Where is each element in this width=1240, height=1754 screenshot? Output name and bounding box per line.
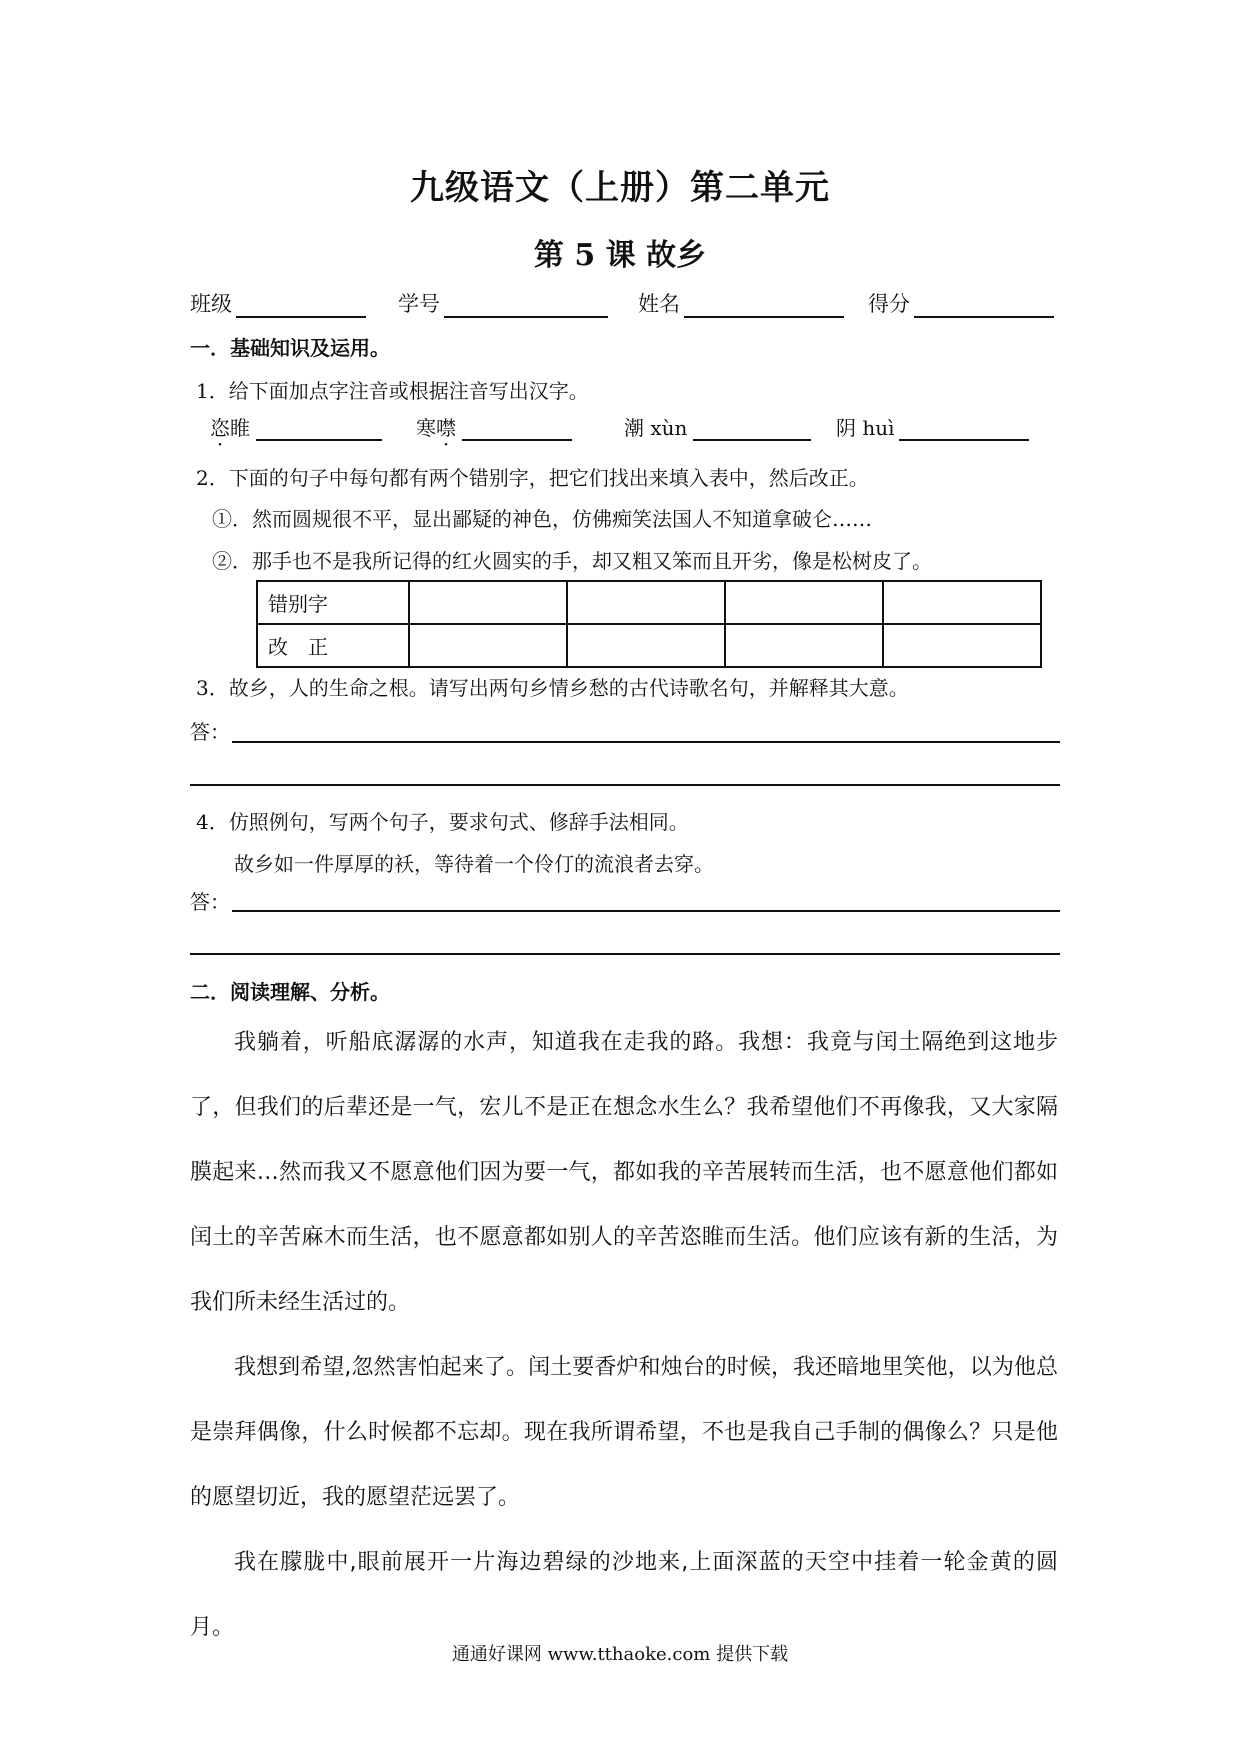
q1-pinyin: 潮 xùn	[624, 416, 688, 440]
q4-answer-line-2[interactable]	[190, 953, 1060, 955]
table-cell[interactable]	[883, 581, 1041, 624]
q1-blank-1[interactable]	[256, 417, 382, 441]
q1-blank-4[interactable]	[899, 417, 1029, 441]
q1-char: 寒	[416, 416, 436, 440]
q1-blank-3[interactable]	[693, 417, 811, 441]
q3-answer-line-2[interactable]	[190, 784, 1060, 786]
q2-sentence-2: ②．那手也不是我所记得的红火圆实的手，却又粗又笨而且开劣，像是松树皮了。	[212, 549, 932, 573]
q1-char: 睢	[230, 416, 250, 440]
q1-item-3	[624, 412, 811, 441]
q1-prompt: 1．给下面加点字注音或根据注音写出汉字。	[196, 379, 589, 403]
name-field	[638, 288, 844, 318]
table-cell[interactable]	[567, 581, 725, 624]
section2-heading: 二．阅读理解、分析。	[190, 980, 390, 1004]
q3-prompt: 3．故乡，人的生命之根。请写出两句乡情乡愁的古代诗歌名句，并解释其大意。	[196, 676, 909, 700]
score-blank[interactable]	[914, 294, 1054, 318]
q1-pinyin: 阴 huì	[836, 416, 895, 440]
table-cell[interactable]	[409, 581, 567, 624]
q4-answer-label: 答：	[190, 890, 230, 914]
table-cell[interactable]	[883, 624, 1041, 667]
number-field	[398, 288, 608, 318]
page-title: 九级语文（上册）第二单元	[410, 168, 830, 208]
class-field	[190, 288, 366, 318]
class-blank[interactable]	[236, 294, 366, 318]
table-cell[interactable]	[725, 624, 883, 667]
table-header-wrong: 错别字	[257, 581, 409, 624]
name-label: 姓名	[638, 292, 680, 316]
q4-prompt: 4．仿照例句，写两个句子，要求句式、修辞手法相同。	[196, 810, 689, 834]
q1-item-4	[836, 412, 1029, 441]
q4-answer-line-1[interactable]	[232, 910, 1060, 912]
name-blank[interactable]	[684, 294, 844, 318]
passage-paragraph-2: 我想到希望,忽然害怕起来了。闰土要香炉和烛台的时候，我还暗地里笑他，以为他总是崇拜偶像，什么时候都不忘却。现在我所谓希望，不也是我自己手制的偶像么？只是他的愿望切近，我的愿望茫远罢了。	[190, 1355, 1058, 1510]
q1-item-2	[416, 412, 572, 441]
footer-text: 通通好课网 www.tthaoke.com 提供下载	[451, 1644, 789, 1665]
q3-answer-label: 答：	[190, 720, 230, 744]
passage-paragraph-1: 我躺着，听船底潺潺的水声，知道我在走我的路。我想：我竟与闰土隔绝到这地步了，但我们的后辈还是一气，宏儿不是正在想念水生么？我希望他们不再像我，又大家隔膜起来…然而我又不愿意他们因为要一气，都如我的辛苦展转而生活，也不愿意他们都如闰土的辛苦麻木而生活，也不愿意都如别人的辛苦恣睢而生活。他们应该有新的生活，为我们所未经生活过的。	[190, 1030, 1058, 1315]
correction-table	[256, 580, 1042, 668]
q1-item-1	[210, 412, 382, 441]
q3-answer-line-1[interactable]	[232, 741, 1060, 743]
q2-prompt: 2．下面的句子中每句都有两个错别字，把它们找出来填入表中，然后改正。	[196, 466, 869, 490]
lesson-title: 第 5 课 故乡	[533, 238, 707, 273]
reading-passage	[190, 1010, 1058, 1660]
q4-example: 故乡如一件厚厚的袄，等待着一个伶仃的流浪者去穿。	[234, 852, 714, 876]
class-label: 班级	[190, 292, 232, 316]
score-label: 得分	[868, 292, 910, 316]
q1-dotted-char: 噤	[436, 416, 456, 440]
score-field	[868, 288, 1054, 318]
table-cell[interactable]	[409, 624, 567, 667]
q2-sentence-1: ①．然而圆规很不平，显出鄙疑的神色，仿佛痴笑法国人不知道拿破仑……	[212, 507, 872, 531]
section1-heading: 一．基础知识及运用。	[190, 336, 390, 360]
table-row	[257, 624, 1041, 667]
number-label: 学号	[398, 292, 440, 316]
table-cell[interactable]	[567, 624, 725, 667]
q1-blank-2[interactable]	[462, 417, 572, 441]
table-row	[257, 581, 1041, 624]
table-cell[interactable]	[725, 581, 883, 624]
table-header-correct: 改 正	[257, 624, 409, 667]
passage-paragraph-3: 我在朦胧中,眼前展开一片海边碧绿的沙地来,上面深蓝的天空中挂着一轮金黄的圆月。	[190, 1550, 1058, 1640]
q1-dotted-char: 恣	[210, 416, 230, 440]
number-blank[interactable]	[444, 294, 608, 318]
